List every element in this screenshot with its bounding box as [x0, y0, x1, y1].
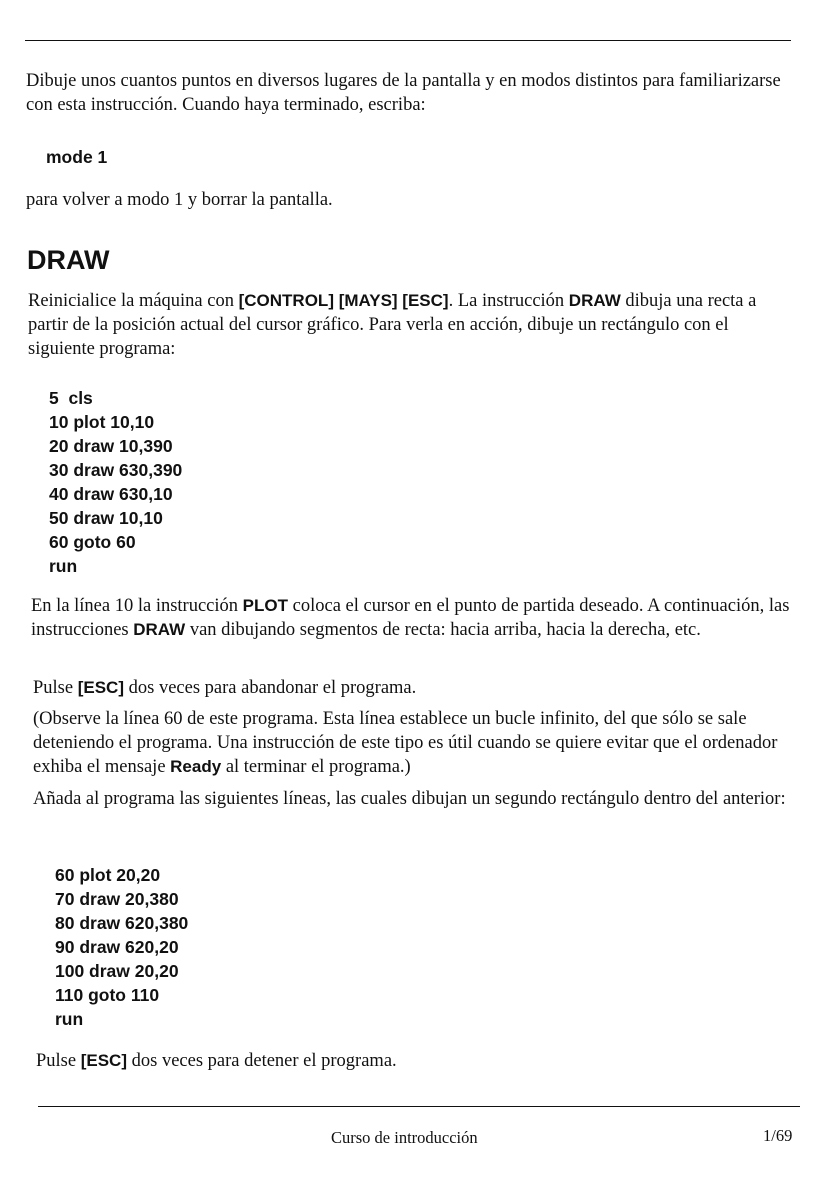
intro-paragraph: [26, 69, 791, 117]
code-line: 50 draw 10,10: [49, 508, 163, 528]
code-line: run: [55, 1009, 84, 1029]
keyword-draw: DRAW: [568, 291, 621, 310]
program-listing-1: [49, 386, 182, 578]
top-rule: [25, 40, 791, 41]
code-line: 80 draw 620,380: [55, 913, 189, 933]
draw-intro-paragraph: Reinicialice la máquina con [CONTROL] [MAYS] [ESC]. La instrucción DRAW dibuja una recta a partir de la posición actual del cursor gráfico. Para verla en acción, dibuje un rectángulo con el siguiente programa:: [28, 291, 757, 359]
key-sequence: [CONTROL] [MAYS] [ESC]: [238, 291, 449, 310]
intro-paragraph-2: para volver a modo 1 y borrar la pantalla.: [26, 190, 333, 210]
code-line: 5 cls: [49, 388, 93, 408]
bottom-rule: [38, 1106, 800, 1107]
footer-title: Curso de introducción: [331, 1128, 478, 1147]
stop-program-paragraph: Pulse [ESC] dos veces para detener el programa.: [36, 1051, 397, 1071]
code-line: 20 draw 10,390: [49, 436, 173, 456]
key-esc: [ESC]: [77, 678, 124, 697]
esc-paragraph: Pulse [ESC] dos veces para abandonar el programa.: [33, 678, 417, 698]
section-heading: DRAW: [27, 245, 110, 275]
key-esc: [ESC]: [80, 1051, 127, 1070]
program-listing-2: [55, 863, 188, 1031]
code-line: run: [49, 556, 78, 576]
mode-command: mode 1: [46, 147, 108, 167]
intro-text: Dibuje unos cuantos puntos en diversos lugares de la pantalla y en modos distintos para familiarizarse con esta instrucción. Cuando haya terminado, escriba:: [26, 71, 781, 115]
code-line: 30 draw 630,390: [49, 460, 183, 480]
code-line: 60 goto 60: [49, 532, 136, 552]
code-line: 100 draw 20,20: [55, 961, 179, 981]
keyword-draw: DRAW: [133, 620, 186, 639]
code-line: 40 draw 630,10: [49, 484, 173, 504]
code-line: 90 draw 620,20: [55, 937, 179, 957]
keyword-ready: Ready: [170, 757, 222, 776]
page-number: 1/69: [763, 1126, 793, 1145]
code-line: 70 draw 20,380: [55, 889, 179, 909]
add-lines-paragraph: Añada al programa las siguientes líneas, las cuales dibujan un segundo rectángulo dentro del anterior:: [33, 789, 786, 809]
code-line: 110 goto 110: [55, 985, 160, 1005]
plot-explanation-paragraph: En la línea 10 la instrucción PLOT coloca el cursor en el punto de partida deseado. A continuación, las instrucciones DRAW van dibujando segmentos de recta: hacia arriba, hacia la derecha, etc.: [31, 596, 790, 640]
code-line: 10 plot 10,10: [49, 412, 155, 432]
code-line: 60 plot 20,20: [55, 865, 161, 885]
keyword-plot: PLOT: [242, 596, 289, 615]
loop-note-paragraph: (Observe la línea 60 de este programa. Esta línea establece un bucle infinito, del que sólo se sale deteniendo el programa. Una instrucción de este tipo es útil cuando se quiere evitar que el ordenador exhiba el mensaje Ready al terminar el programa.): [33, 709, 778, 777]
